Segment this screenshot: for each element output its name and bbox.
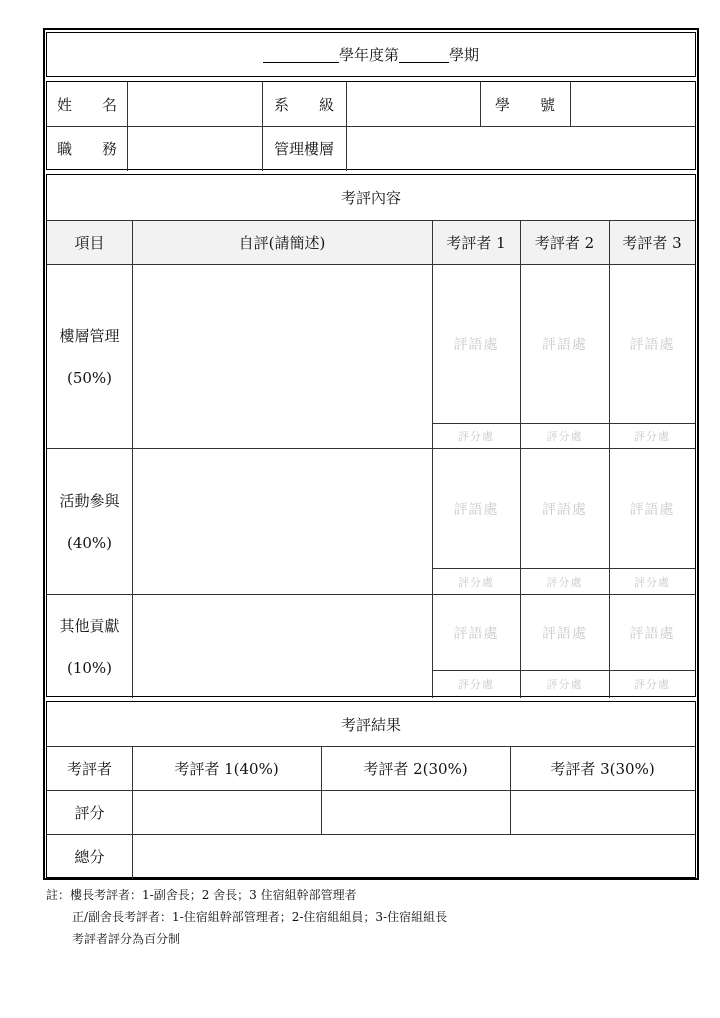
- score-field-evaluator-3[interactable]: [510, 790, 695, 834]
- note-line-1: 註：樓長考評者：1-副舍長；2 舍長；3 住宿組幹部管理者: [46, 888, 357, 902]
- result-col-evaluator-2: 考評者 2(30%): [363, 759, 468, 778]
- comment-placeholder[interactable]: 評語處: [453, 625, 499, 642]
- result-section-title: 考評結果: [340, 715, 401, 734]
- year-suffix: 學年度第: [338, 46, 399, 64]
- id-label: 學 號: [494, 95, 555, 114]
- comment-placeholder[interactable]: 評語處: [453, 501, 499, 518]
- comment-placeholder[interactable]: 評語處: [629, 625, 675, 642]
- row-item-name: 活動參與: [59, 491, 120, 510]
- score-placeholder[interactable]: 評分處: [634, 678, 670, 691]
- total-label: 總分: [74, 848, 105, 866]
- comment-placeholder[interactable]: 評語處: [629, 501, 675, 518]
- col-evaluator-1: 考評者 1: [432, 221, 520, 264]
- floor-label: 管理樓層: [273, 140, 334, 158]
- info-section: [46, 81, 696, 170]
- name-field[interactable]: [127, 82, 262, 126]
- dept-label: 系 級: [273, 95, 334, 114]
- row-item-weight: (40%): [66, 533, 113, 552]
- score-placeholder[interactable]: 評分處: [458, 430, 494, 443]
- score-placeholder[interactable]: 評分處: [546, 430, 583, 443]
- notes: [46, 884, 447, 950]
- comment-placeholder[interactable]: 評語處: [453, 337, 499, 353]
- row-item-activity-participation: [47, 449, 132, 594]
- score-field-evaluator-2[interactable]: [321, 790, 510, 834]
- year-blank[interactable]: [263, 46, 339, 63]
- score-placeholder[interactable]: 評分處: [546, 678, 583, 691]
- score-placeholder[interactable]: 評分處: [458, 678, 494, 691]
- note-line-3: 考評者評分為百分制: [72, 932, 181, 946]
- self-evaluation-field[interactable]: [132, 595, 432, 698]
- col-evaluator-2: 考評者 2: [520, 221, 609, 264]
- row-item-weight: (10%): [66, 658, 113, 677]
- term-blank[interactable]: [399, 46, 449, 63]
- total-field[interactable]: [132, 834, 695, 879]
- result-col-evaluator-3: 考評者 3(30%): [550, 759, 655, 778]
- name-label: 姓 名: [56, 95, 117, 114]
- content-section: [46, 174, 696, 697]
- row-item-name: 樓層管理: [59, 326, 120, 345]
- score-placeholder[interactable]: 評分處: [458, 575, 494, 589]
- result-col-evaluator: 考評者: [66, 759, 112, 778]
- row-item-name: 其他貢獻: [59, 616, 120, 635]
- comment-placeholder[interactable]: 評語處: [542, 501, 587, 518]
- score-placeholder[interactable]: 評分處: [634, 430, 670, 443]
- result-col-evaluator-1: 考評者 1(40%): [174, 759, 279, 778]
- self-evaluation-field[interactable]: [132, 449, 432, 594]
- self-evaluation-field[interactable]: [132, 265, 432, 448]
- form-header: [46, 32, 696, 77]
- dept-field[interactable]: [346, 82, 480, 126]
- score-placeholder[interactable]: 評分處: [634, 575, 670, 589]
- comment-placeholder[interactable]: 評語處: [542, 337, 587, 353]
- row-item-weight: (50%): [66, 368, 113, 387]
- content-section-title: 考評內容: [340, 189, 401, 207]
- id-field[interactable]: [570, 82, 695, 126]
- row-item-floor-management: [47, 265, 132, 448]
- comment-placeholder[interactable]: 評語處: [542, 625, 587, 642]
- result-section: [46, 701, 696, 878]
- score-field-evaluator-1[interactable]: [132, 790, 321, 834]
- col-evaluator-3: 考評者 3: [609, 221, 695, 264]
- position-label: 職 務: [56, 140, 117, 158]
- position-field[interactable]: [127, 126, 262, 171]
- comment-placeholder[interactable]: 評語處: [629, 337, 675, 353]
- score-placeholder[interactable]: 評分處: [546, 575, 583, 589]
- floor-field[interactable]: [346, 126, 695, 171]
- term-suffix: 學期: [449, 46, 480, 64]
- row-item-other-contribution: [47, 595, 132, 698]
- col-item: 項目: [47, 221, 132, 264]
- form-title: [47, 33, 695, 76]
- note-line-2: 正/副舍長考評者：1-住宿組幹部管理者；2-住宿組組員；3-住宿組組長: [72, 910, 448, 924]
- score-label: 評分: [74, 803, 105, 822]
- col-self: 自評(請簡述): [132, 221, 432, 264]
